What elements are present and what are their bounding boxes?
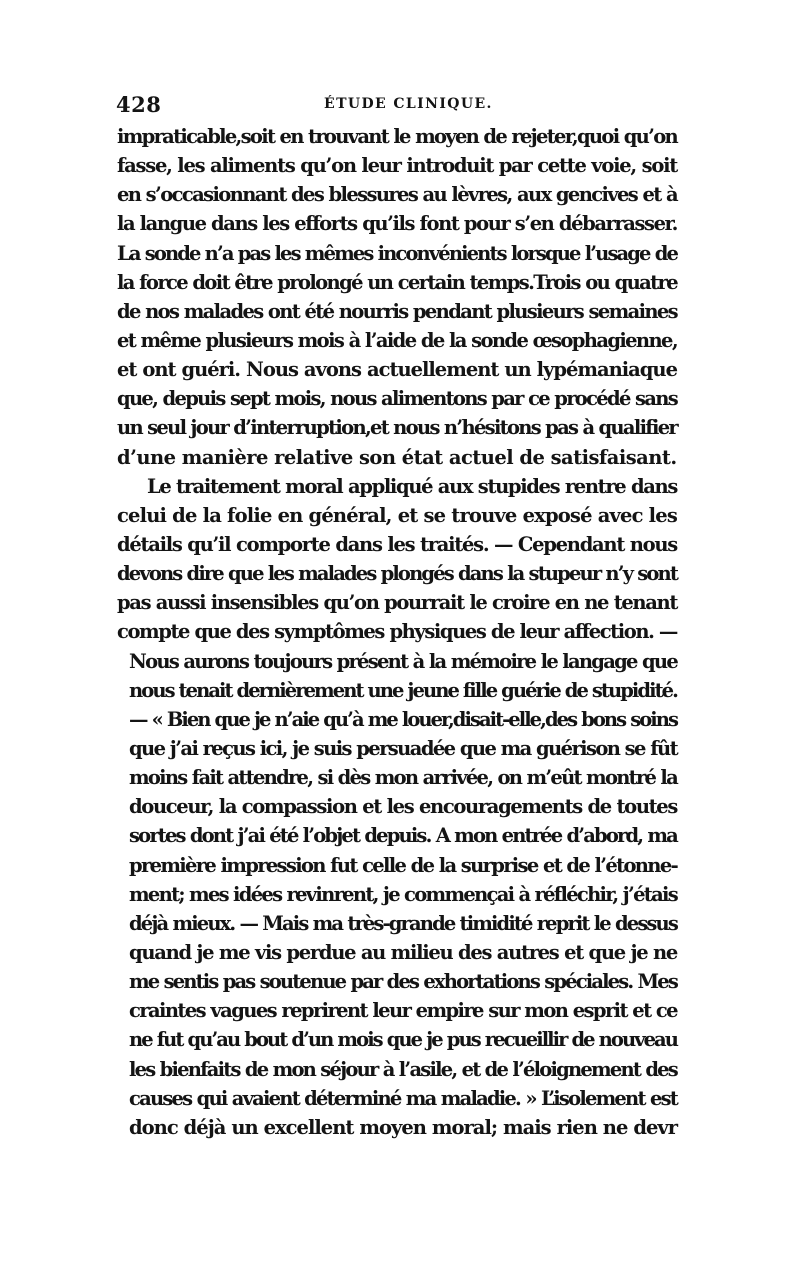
text-line: nous tenait dernièrement une jeune fille guérie de stupidité. xyxy=(129,678,677,702)
text-line: première impression fut celle de la surprise et de l’étonne- xyxy=(129,853,677,877)
text-line: devons dire que les malades plongés dans la stupeur n’y sont xyxy=(117,562,677,586)
text-line: et même plusieurs mois à l’aide de la sonde œsophagienne, xyxy=(117,328,677,352)
text-line: et ont guéri. Nous avons actuellement un lypémaniaque xyxy=(117,358,677,382)
text-line: fasse, les aliments qu’on leur introduit par cette voie, soit xyxy=(117,154,677,178)
text-line: les bienfaits de mon séjour à l’asile, et de l’éloignement des xyxy=(129,1057,677,1081)
text-line: donc déjà un excellent moyen moral; mais rien ne devr xyxy=(129,1115,677,1139)
text-line: douceur, la compassion et les encouragements de toutes xyxy=(129,795,677,819)
text-line: de nos malades ont été nourris pendant plusieurs semaines xyxy=(117,299,677,323)
paragraph-1 xyxy=(117,122,677,472)
text-line: déjà mieux. — Mais ma très-grande timidité reprit le dessus xyxy=(129,911,677,935)
text-line: craintes vagues reprirent leur empire sur mon esprit et ce xyxy=(129,999,677,1023)
text-line: d’une manière relative son état actuel de satisfaisant. xyxy=(117,445,677,469)
text-line: sortes dont j’ai été l’objet depuis. A mon entrée d’abord, ma xyxy=(129,824,677,848)
text-line: la langue dans les efforts qu’ils font pour s’en débarrasser. xyxy=(117,212,677,236)
text-line: — « Bien que je n’aie qu’à me louer,disait-elle,des bons soins xyxy=(129,707,677,731)
paragraph-2 xyxy=(117,472,677,1142)
text-line: La sonde n’a pas les mêmes inconvénients lorsque l’usage de xyxy=(117,241,677,265)
running-title: ÉTUDE CLINIQUE. xyxy=(324,96,493,112)
text-line: que, depuis sept mois, nous alimentons par ce procédé sans xyxy=(117,387,677,411)
text-line: quand je me vis perdue au milieu des autres et que je ne xyxy=(129,940,677,964)
text-line: Nous aurons toujours présent à la mémoire le langage que xyxy=(129,649,677,673)
page-number: 428 xyxy=(116,92,162,117)
text-line: moins fait attendre, si dès mon arrivée, on m’eût montré la xyxy=(129,766,677,790)
text-line: impraticable,soit en trouvant le moyen de rejeter,quoi qu’on xyxy=(117,125,677,148)
text-line: détails qu’il comporte dans les traités. — Cependant nous xyxy=(117,532,677,556)
text-line: Le traitement moral appliqué aux stupides rentre dans xyxy=(147,474,677,498)
text-line: un seul jour d’interruption,et nous n’hésitons pas à qualifier xyxy=(117,416,678,440)
text-line: la force doit être prolongé un certain temps.Trois ou quatre xyxy=(117,270,677,294)
text-line: pas aussi insensibles qu’on pourrait le croire en ne tenant xyxy=(117,591,677,615)
text-line: ment; mes idées revinrent, je commençai à réfléchir, j’étais xyxy=(129,882,677,906)
text-line: que j’ai reçus ici, je suis persuadée que ma guérison se fût xyxy=(129,736,677,760)
text-line: compte que des symptômes physiques de leur affection. — xyxy=(117,620,677,644)
body-text xyxy=(117,122,677,1142)
text-line: ne fut qu’au bout d’un mois que je pus recueillir de nouveau xyxy=(129,1028,677,1052)
running-head xyxy=(116,92,676,118)
text-line: celui de la folie en général, et se trouve exposé avec les xyxy=(117,503,677,527)
text-line: me sentis pas soutenue par des exhortations spéciales. Mes xyxy=(129,970,677,994)
text-line: en s’occasionnant des blessures au lèvres, aux gencives et à xyxy=(117,183,677,207)
text-line: causes qui avaient déterminé ma maladie. » L’isolement est xyxy=(129,1086,677,1110)
